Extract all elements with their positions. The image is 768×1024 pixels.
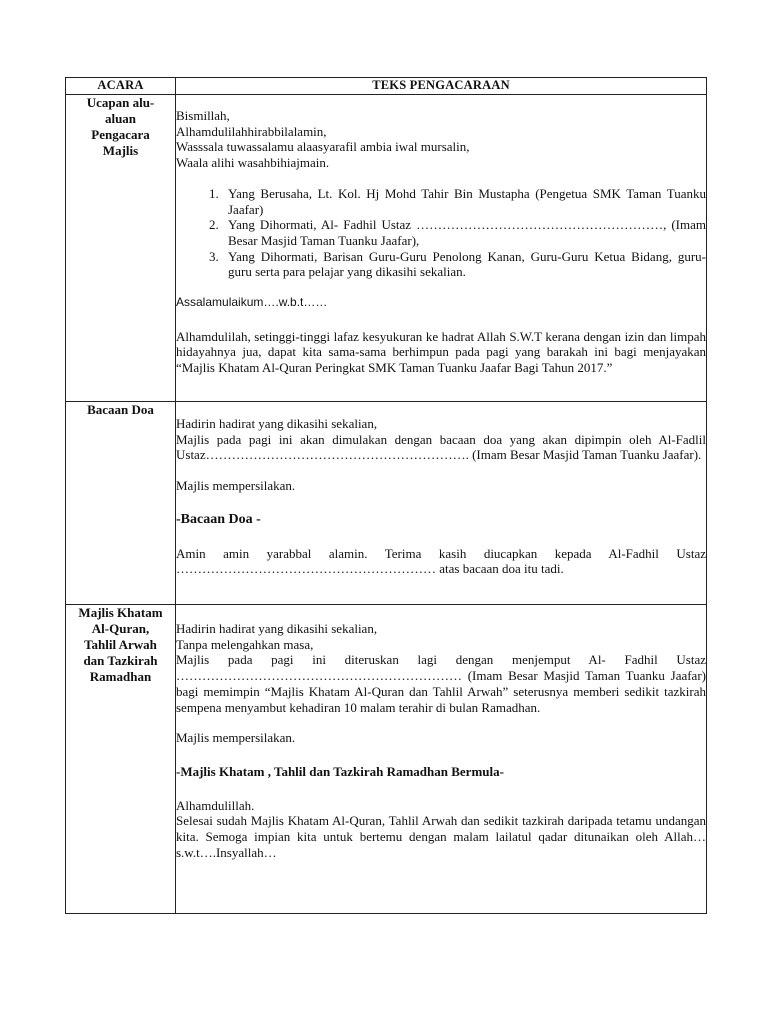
paragraph: Majlis pada pagi ini diteruskan lagi dengan menjemput Al- Fadhil Ustaz ………………………………………………………… (Imam Besar Masjid Taman Tuanku Jaafar) bagi memimpin “Majlis Khatam Al-Quran dan Tahlil Arwah” seterusnya memberi sedikit tazkirah sempena menyambut kehadiran 10 malam terahir di bulan Ramadhan. xyxy=(176,652,706,715)
paragraph: Alhamdulilah, setinggi-tinggi lafaz kesyukuran ke hadrat Allah S.W.T kerana dengan izin dan limpah hidayahnya jua, dapat kita sama-sama berhimpun pada pagi yang barakah ini bagi menjayakan “Majlis Khatam Al-Quran Peringkat SMK Taman Tuanku Jaafar Bagi Tahun 2017.” xyxy=(176,328,706,376)
greeting-text: Assalamulaikum….w.b.t…… xyxy=(176,295,328,310)
acara-line: Bacaan Doa xyxy=(87,402,154,417)
table-row xyxy=(66,95,707,402)
honorifics-list xyxy=(176,186,706,280)
text-line: Alhamdulilahhirabbilalamin, xyxy=(176,123,327,139)
acara-line: Pengacara xyxy=(91,127,150,142)
section-subheading: -Majlis Khatam , Tahlil dan Tazkirah Ramadhan Bermula- xyxy=(176,763,504,779)
teks-cell-bacaan-doa xyxy=(176,402,707,605)
text-line: Hadirin hadirat yang dikasihi sekalian, xyxy=(176,621,378,636)
teks-cell-majlis-khatam xyxy=(176,605,707,914)
header-teks-pengacaraan: TEKS PENGACARAAN xyxy=(176,78,707,95)
acara-line: Al-Quran, xyxy=(91,621,150,636)
acara-line: Majlis Khatam xyxy=(78,605,163,620)
section-subheading: -Bacaan Doa - xyxy=(176,511,261,527)
paragraph: Selesai sudah Majlis Khatam Al-Quran, Tahlil Arwah dan sedikit tazkirah daripada tetamu undangan kita. Semoga impian kita untuk bertemu dengan malam lailatul qadar ditunaikan oleh Allah…s.w.t….Insyallah… xyxy=(176,813,706,860)
list-item: 1. Yang Berusaha, Lt. Kol. Hj Mohd Tahir Bin Mustapha (Pengetua SMK Taman Tuanku Jaafar) xyxy=(222,186,706,217)
invite-text: Majlis mempersilakan. xyxy=(176,730,296,746)
acara-line: Ramadhan xyxy=(89,669,152,684)
table-row xyxy=(66,402,707,605)
acara-line: aluan xyxy=(104,111,137,126)
text-line: Waala alihi wasahbihiajmain. xyxy=(176,155,330,171)
text-line: Alhamdulillah. xyxy=(176,797,255,813)
acara-line: Tahlil Arwah xyxy=(84,637,157,652)
acara-cell-bacaan-doa xyxy=(66,402,176,605)
program-table xyxy=(65,77,707,914)
list-item: 3. Yang Dihormati, Barisan Guru-Guru Penolong Kanan, Guru-Guru Ketua Bidang, guru-guru serta para pelajar yang dikasihi sekalian. xyxy=(222,249,706,280)
opening-lines xyxy=(176,108,706,171)
acara-line: Ucapan alu- xyxy=(86,95,155,110)
list-item: 2. Yang Dihormati, Al- Fadhil Ustaz …………………………………………………, (Imam Besar Masjid Taman Tuanku Jaafar), xyxy=(222,217,706,248)
acara-line: dan Tazkirah xyxy=(83,653,158,668)
text-line: Tanpa melengahkan masa, xyxy=(176,636,314,652)
acara-cell-majlis-khatam xyxy=(66,605,176,914)
text-line: Hadirin hadirat yang dikasihi sekalian, xyxy=(176,416,378,431)
acara-line: Majlis xyxy=(102,143,139,158)
acara-cell-ucapan xyxy=(66,95,176,402)
paragraph: Majlis pada pagi ini akan dimulakan dengan bacaan doa yang akan dipimpin oleh Al-Fadlil Ustaz……………………………………………………. (Imam Besar Masjid Taman Tuanku Jaafar). xyxy=(176,431,706,463)
table-row xyxy=(66,605,707,914)
teks-cell-ucapan xyxy=(176,95,707,402)
paragraph: Amin amin yarabbal alamin. Terima kasih diucapkan kepada Al-Fadhil Ustaz …………………………………………………… atas bacaan doa itu tadi. xyxy=(176,545,706,577)
header-acara: ACARA xyxy=(66,78,176,95)
invite-text: Majlis mempersilakan. xyxy=(176,478,296,494)
text-line: Bismillah, xyxy=(176,108,230,123)
text-line: Wasssala tuwassalamu alaasyarafil ambia iwal mursalin, xyxy=(176,139,470,155)
table-header-row xyxy=(66,78,707,95)
